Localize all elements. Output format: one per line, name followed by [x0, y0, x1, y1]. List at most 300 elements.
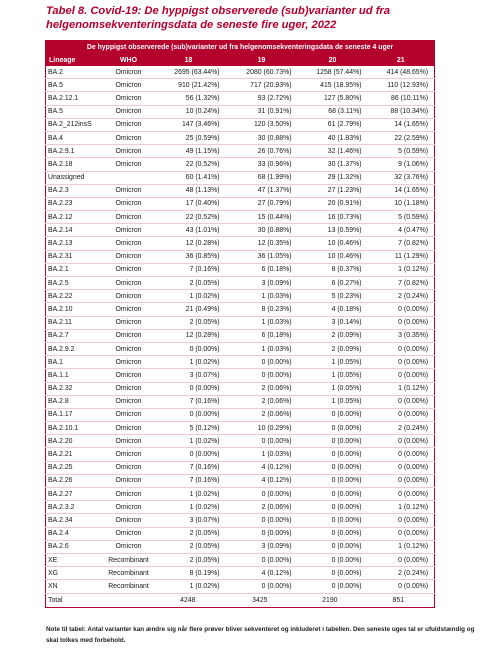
cell-who: Omicron — [106, 329, 152, 342]
cell-week-20: 0 (0.00%) — [298, 422, 368, 435]
cell-who: Omicron — [106, 197, 152, 210]
table-row — [46, 369, 435, 382]
cell-who: Omicron — [106, 158, 152, 171]
cell-who: Omicron — [106, 224, 152, 237]
cell-lineage: BA.2.3 — [46, 184, 106, 197]
cell-week-21: 0 (0.00%) — [368, 369, 435, 382]
cell-week-21: 86 (10.11%) — [368, 92, 435, 105]
cell-who — [106, 171, 152, 184]
cell-week-19: 4 (0.12%) — [226, 474, 298, 487]
cell-lineage: BA.5 — [46, 79, 106, 92]
cell-who: Omicron — [106, 461, 152, 474]
cell-week-20: 4 (0.18%) — [298, 303, 368, 316]
cell-who: Omicron — [106, 540, 152, 553]
cell-week-18: 2695 (63.44%) — [152, 66, 226, 79]
cell-week-19: 0 (0.00%) — [226, 580, 298, 593]
table-row — [46, 527, 435, 540]
cell-week-19: 2 (0.06%) — [226, 395, 298, 408]
total-week-18: 4248 — [152, 593, 226, 607]
cell-week-20: 0 (0.00%) — [298, 461, 368, 474]
table-row — [46, 237, 435, 250]
cell-week-18: 0 (0.00%) — [152, 448, 226, 461]
cell-week-21: 0 (0.00%) — [368, 553, 435, 566]
cell-week-19: 6 (0.18%) — [226, 263, 298, 276]
table-row — [46, 171, 435, 184]
table-note: Note til tabel: Antal varianter kan ændre sig når flere prøver bliver sekventeret og inkluderet i tabellen. Den seneste uges tal er ufuldstændig og skal tolkes med forbehold. — [46, 626, 475, 644]
cell-lineage: BA.2.31 — [46, 250, 106, 263]
cell-week-19: 0 (0.00%) — [226, 488, 298, 501]
cell-lineage: BA.2.5 — [46, 277, 106, 290]
cell-week-18: 8 (0.19%) — [152, 567, 226, 580]
cell-week-20: 6 (0.27%) — [298, 277, 368, 290]
cell-week-18: 60 (1.41%) — [152, 171, 226, 184]
cell-week-20: 1 (0.05%) — [298, 382, 368, 395]
header-week-20: 20 — [298, 54, 368, 66]
cell-week-18: 12 (0.28%) — [152, 329, 226, 342]
cell-lineage: BA.2.1 — [46, 263, 106, 276]
header-who: WHO — [106, 54, 152, 66]
cell-who: Omicron — [106, 356, 152, 369]
cell-week-20: 5 (0.23%) — [298, 290, 368, 303]
cell-week-18: 1 (0.02%) — [152, 501, 226, 514]
cell-week-19: 33 (0.96%) — [226, 158, 298, 171]
cell-week-19: 120 (3.50%) — [226, 118, 298, 131]
table-row — [46, 422, 435, 435]
cell-who: Omicron — [106, 277, 152, 290]
table-row — [46, 197, 435, 210]
cell-week-21: 10 (1.18%) — [368, 197, 435, 210]
cell-week-21: 22 (2.59%) — [368, 131, 435, 144]
table-title: Tabel 8. Covid-19: De hyppigst observerede (sub)varianter ud fra helgenomsekventeringsdata de seneste fire uger, 2022 — [46, 5, 390, 31]
table-row — [46, 158, 435, 171]
cell-lineage: BA.2.12 — [46, 211, 106, 224]
cell-who: Omicron — [106, 118, 152, 131]
cell-who: Omicron — [106, 435, 152, 448]
cell-who: Omicron — [106, 131, 152, 144]
cell-who: Omicron — [106, 448, 152, 461]
cell-lineage: BA.5 — [46, 105, 106, 118]
cell-who: Omicron — [106, 211, 152, 224]
cell-who: Omicron — [106, 514, 152, 527]
cell-lineage: BA.2.10 — [46, 303, 106, 316]
cell-week-19: 1 (0.03%) — [226, 342, 298, 355]
cell-week-18: 0 (0.00%) — [152, 408, 226, 421]
cell-week-20: 0 (0.00%) — [298, 408, 368, 421]
cell-lineage: BA.2.9.2 — [46, 342, 106, 355]
cell-week-18: 3 (0.07%) — [152, 514, 226, 527]
cell-week-20: 2 (0.09%) — [298, 329, 368, 342]
cell-who: Omicron — [106, 92, 152, 105]
cell-week-20: 1 (0.05%) — [298, 369, 368, 382]
cell-week-19: 2 (0.06%) — [226, 501, 298, 514]
cell-week-20: 13 (0.59%) — [298, 224, 368, 237]
cell-lineage: BA.2.4 — [46, 527, 106, 540]
cell-week-19: 0 (0.00%) — [226, 514, 298, 527]
cell-lineage: BA.2.32 — [46, 382, 106, 395]
cell-week-21: 0 (0.00%) — [368, 514, 435, 527]
cell-week-18: 0 (0.00%) — [152, 382, 226, 395]
cell-who: Omicron — [106, 501, 152, 514]
table-row — [46, 316, 435, 329]
cell-lineage: BA.1 — [46, 356, 106, 369]
cell-week-21: 1 (0.12%) — [368, 263, 435, 276]
cell-week-19: 0 (0.00%) — [226, 356, 298, 369]
cell-week-20: 3 (0.14%) — [298, 316, 368, 329]
cell-week-21: 0 (0.00%) — [368, 527, 435, 540]
cell-lineage: BA.2.13 — [46, 237, 106, 250]
cell-week-19: 30 (0.88%) — [226, 131, 298, 144]
cell-week-20: 0 (0.00%) — [298, 448, 368, 461]
cell-week-21: 0 (0.00%) — [368, 461, 435, 474]
cell-week-18: 10 (0.24%) — [152, 105, 226, 118]
cell-week-21: 1 (0.12%) — [368, 501, 435, 514]
cell-week-19: 4 (0.12%) — [226, 567, 298, 580]
cell-week-20: 27 (1.23%) — [298, 184, 368, 197]
cell-lineage: BA.2.18 — [46, 158, 106, 171]
cell-week-19: 1 (0.03%) — [226, 290, 298, 303]
cell-week-18: 2 (0.05%) — [152, 277, 226, 290]
cell-week-21: 0 (0.00%) — [368, 435, 435, 448]
cell-lineage: BA.1.1 — [46, 369, 106, 382]
cell-week-21: 0 (0.00%) — [368, 474, 435, 487]
cell-who: Omicron — [106, 250, 152, 263]
cell-week-20: 0 (0.00%) — [298, 553, 368, 566]
table-row — [46, 224, 435, 237]
cell-week-21: 0 (0.00%) — [368, 448, 435, 461]
total-week-21: 851 — [368, 593, 435, 607]
table-row — [46, 303, 435, 316]
table-row — [46, 540, 435, 553]
cell-week-19: 30 (0.88%) — [226, 224, 298, 237]
total-week-20: 2190 — [298, 593, 368, 607]
cell-week-21: 2 (0.24%) — [368, 422, 435, 435]
header-week-18: 18 — [152, 54, 226, 66]
cell-week-21: 3 (0.35%) — [368, 329, 435, 342]
cell-week-20: 0 (0.00%) — [298, 435, 368, 448]
table-row — [46, 79, 435, 92]
cell-week-20: 0 (0.00%) — [298, 474, 368, 487]
table-row — [46, 118, 435, 131]
cell-week-18: 17 (0.40%) — [152, 197, 226, 210]
cell-lineage: BA.2.7 — [46, 329, 106, 342]
cell-week-18: 7 (0.16%) — [152, 263, 226, 276]
table-row — [46, 105, 435, 118]
table-row — [46, 290, 435, 303]
cell-week-21: 0 (0.00%) — [368, 356, 435, 369]
table-row — [46, 263, 435, 276]
cell-week-20: 0 (0.00%) — [298, 488, 368, 501]
table-row — [46, 501, 435, 514]
cell-lineage: XE — [46, 553, 106, 566]
cell-who: Omicron — [106, 382, 152, 395]
cell-who: Recombinant — [106, 553, 152, 566]
cell-week-18: 910 (21.42%) — [152, 79, 226, 92]
cell-week-20: 10 (0.46%) — [298, 237, 368, 250]
cell-who: Omicron — [106, 105, 152, 118]
variants-table — [45, 40, 435, 608]
cell-week-20: 1 (0.05%) — [298, 395, 368, 408]
cell-lineage: BA.2.6 — [46, 540, 106, 553]
cell-week-20: 0 (0.00%) — [298, 527, 368, 540]
cell-week-21: 1 (0.12%) — [368, 540, 435, 553]
cell-week-21: 1 (0.12%) — [368, 382, 435, 395]
cell-week-18: 49 (1.15%) — [152, 145, 226, 158]
cell-who: Omicron — [106, 474, 152, 487]
cell-week-18: 1 (0.02%) — [152, 290, 226, 303]
cell-week-19: 0 (0.00%) — [226, 527, 298, 540]
cell-week-18: 1 (0.02%) — [152, 435, 226, 448]
cell-week-21: 0 (0.00%) — [368, 303, 435, 316]
table-row — [46, 448, 435, 461]
cell-week-18: 56 (1.32%) — [152, 92, 226, 105]
cell-lineage: BA.2.9.1 — [46, 145, 106, 158]
cell-lineage: Unassigned — [46, 171, 106, 184]
cell-week-18: 2 (0.05%) — [152, 540, 226, 553]
cell-week-18: 3 (0.07%) — [152, 369, 226, 382]
cell-week-21: 0 (0.00%) — [368, 408, 435, 421]
cell-week-19: 47 (1.37%) — [226, 184, 298, 197]
cell-who: Omicron — [106, 290, 152, 303]
cell-who: Omicron — [106, 66, 152, 79]
cell-week-19: 0 (0.00%) — [226, 369, 298, 382]
cell-lineage: BA.2.23 — [46, 197, 106, 210]
header-lineage: Lineage — [46, 54, 106, 66]
cell-week-21: 9 (1.06%) — [368, 158, 435, 171]
cell-who: Omicron — [106, 369, 152, 382]
table-row — [46, 580, 435, 593]
cell-who: Omicron — [106, 408, 152, 421]
cell-week-21: 2 (0.24%) — [368, 290, 435, 303]
table-caption-row — [46, 41, 435, 55]
cell-week-21: 4 (0.47%) — [368, 224, 435, 237]
table-row — [46, 488, 435, 501]
cell-week-18: 36 (0.85%) — [152, 250, 226, 263]
cell-week-18: 25 (0.59%) — [152, 131, 226, 144]
cell-lineage: BA.2.12.1 — [46, 92, 106, 105]
header-week-19: 19 — [226, 54, 298, 66]
table-row — [46, 145, 435, 158]
cell-week-18: 147 (3.46%) — [152, 118, 226, 131]
table-row — [46, 329, 435, 342]
table-body — [46, 66, 435, 593]
cell-week-20: 68 (3.11%) — [298, 105, 368, 118]
cell-week-20: 20 (0.91%) — [298, 197, 368, 210]
cell-week-19: 12 (0.35%) — [226, 237, 298, 250]
cell-week-19: 0 (0.00%) — [226, 435, 298, 448]
header-week-21: 21 — [368, 54, 435, 66]
cell-week-18: 7 (0.16%) — [152, 474, 226, 487]
cell-week-19: 93 (2.72%) — [226, 92, 298, 105]
table-header-row — [46, 54, 435, 66]
cell-lineage: BA.1.17 — [46, 408, 106, 421]
cell-lineage: BA.2.26 — [46, 474, 106, 487]
cell-week-18: 21 (0.49%) — [152, 303, 226, 316]
cell-week-18: 1 (0.02%) — [152, 356, 226, 369]
cell-week-20: 10 (0.46%) — [298, 250, 368, 263]
table-row — [46, 131, 435, 144]
cell-week-18: 7 (0.16%) — [152, 395, 226, 408]
cell-week-19: 8 (0.23%) — [226, 303, 298, 316]
cell-week-19: 36 (1.05%) — [226, 250, 298, 263]
cell-week-21: 414 (48.65%) — [368, 66, 435, 79]
cell-week-20: 415 (18.95%) — [298, 79, 368, 92]
cell-week-21: 14 (1.65%) — [368, 118, 435, 131]
table-row — [46, 567, 435, 580]
cell-week-19: 717 (20.93%) — [226, 79, 298, 92]
cell-lineage: BA.2_212insS — [46, 118, 106, 131]
cell-week-19: 3 (0.09%) — [226, 277, 298, 290]
cell-week-18: 43 (1.01%) — [152, 224, 226, 237]
cell-week-19: 2 (0.06%) — [226, 382, 298, 395]
cell-week-19: 26 (0.76%) — [226, 145, 298, 158]
cell-week-18: 2 (0.05%) — [152, 527, 226, 540]
cell-week-19: 1 (0.03%) — [226, 448, 298, 461]
cell-lineage: BA.2.10.1 — [46, 422, 106, 435]
cell-lineage: BA.2.11 — [46, 316, 106, 329]
table-row — [46, 435, 435, 448]
cell-week-18: 2 (0.05%) — [152, 316, 226, 329]
cell-week-20: 29 (1.32%) — [298, 171, 368, 184]
cell-week-20: 61 (2.79%) — [298, 118, 368, 131]
cell-week-19: 2 (0.06%) — [226, 408, 298, 421]
cell-week-18: 12 (0.28%) — [152, 237, 226, 250]
cell-who: Omicron — [106, 342, 152, 355]
cell-week-21: 7 (0.82%) — [368, 237, 435, 250]
cell-who: Omicron — [106, 488, 152, 501]
table-row — [46, 408, 435, 421]
cell-week-19: 0 (0.00%) — [226, 553, 298, 566]
cell-week-19: 2080 (60.73%) — [226, 66, 298, 79]
table-row — [46, 277, 435, 290]
cell-lineage: BA.2.3.2 — [46, 501, 106, 514]
cell-who: Omicron — [106, 316, 152, 329]
cell-week-18: 22 (0.52%) — [152, 211, 226, 224]
table-row — [46, 382, 435, 395]
cell-who: Omicron — [106, 303, 152, 316]
cell-week-20: 1 (0.05%) — [298, 356, 368, 369]
cell-week-21: 32 (3.76%) — [368, 171, 435, 184]
table-row — [46, 92, 435, 105]
cell-lineage: BA.2.27 — [46, 488, 106, 501]
total-label: Total — [46, 593, 106, 607]
cell-week-20: 0 (0.00%) — [298, 501, 368, 514]
cell-week-18: 1 (0.02%) — [152, 488, 226, 501]
cell-week-19: 68 (1.99%) — [226, 171, 298, 184]
cell-week-18: 2 (0.05%) — [152, 553, 226, 566]
cell-week-18: 0 (0.00%) — [152, 342, 226, 355]
table-row — [46, 342, 435, 355]
cell-who: Recombinant — [106, 580, 152, 593]
cell-week-21: 11 (1.29%) — [368, 250, 435, 263]
cell-week-20: 30 (1.37%) — [298, 158, 368, 171]
table-row — [46, 66, 435, 79]
cell-week-20: 32 (1.46%) — [298, 145, 368, 158]
cell-who: Omicron — [106, 184, 152, 197]
table-row — [46, 250, 435, 263]
cell-week-19: 6 (0.18%) — [226, 329, 298, 342]
table-caption: De hyppigst observerede (sub)varianter ud fra helgenomsekventeringsdata de seneste 4 uger — [46, 41, 435, 55]
cell-week-20: 2 (0.09%) — [298, 342, 368, 355]
cell-who: Omicron — [106, 237, 152, 250]
cell-week-20: 16 (0.73%) — [298, 211, 368, 224]
cell-week-21: 5 (0.59%) — [368, 211, 435, 224]
cell-week-21: 0 (0.00%) — [368, 488, 435, 501]
cell-lineage: BA.4 — [46, 131, 106, 144]
cell-who: Omicron — [106, 422, 152, 435]
cell-week-19: 1 (0.03%) — [226, 316, 298, 329]
cell-who: Omicron — [106, 145, 152, 158]
table-row — [46, 184, 435, 197]
cell-week-20: 0 (0.00%) — [298, 540, 368, 553]
cell-week-20: 1258 (57.44%) — [298, 66, 368, 79]
cell-week-18: 1 (0.02%) — [152, 580, 226, 593]
cell-week-20: 8 (0.37%) — [298, 263, 368, 276]
cell-week-21: 0 (0.00%) — [368, 342, 435, 355]
cell-lineage: BA.2.22 — [46, 290, 106, 303]
cell-week-19: 10 (0.29%) — [226, 422, 298, 435]
cell-week-20: 0 (0.00%) — [298, 567, 368, 580]
cell-lineage: BA.2.21 — [46, 448, 106, 461]
table-row — [46, 211, 435, 224]
cell-week-19: 3 (0.09%) — [226, 540, 298, 553]
cell-week-20: 40 (1.83%) — [298, 131, 368, 144]
table-row — [46, 553, 435, 566]
cell-week-19: 15 (0.44%) — [226, 211, 298, 224]
cell-who: Omicron — [106, 79, 152, 92]
cell-week-21: 7 (0.82%) — [368, 277, 435, 290]
cell-week-18: 7 (0.16%) — [152, 461, 226, 474]
cell-week-20: 127 (5.80%) — [298, 92, 368, 105]
cell-week-19: 27 (0.79%) — [226, 197, 298, 210]
cell-lineage: BA.2.20 — [46, 435, 106, 448]
table-row — [46, 356, 435, 369]
table-row — [46, 514, 435, 527]
cell-week-21: 110 (12.93%) — [368, 79, 435, 92]
cell-week-20: 0 (0.00%) — [298, 514, 368, 527]
cell-week-21: 88 (10.34%) — [368, 105, 435, 118]
cell-lineage: BA.2.8 — [46, 395, 106, 408]
cell-week-21: 0 (0.00%) — [368, 316, 435, 329]
cell-week-21: 0 (0.00%) — [368, 580, 435, 593]
cell-who: Omicron — [106, 395, 152, 408]
table-row — [46, 395, 435, 408]
cell-who: Omicron — [106, 263, 152, 276]
total-week-19: 3425 — [226, 593, 298, 607]
cell-week-18: 22 (0.52%) — [152, 158, 226, 171]
cell-lineage: XN — [46, 580, 106, 593]
cell-week-21: 14 (1.65%) — [368, 184, 435, 197]
table-row — [46, 461, 435, 474]
cell-lineage: BA.2.14 — [46, 224, 106, 237]
cell-week-19: 31 (0.91%) — [226, 105, 298, 118]
cell-lineage: BA.2 — [46, 66, 106, 79]
cell-week-21: 2 (0.24%) — [368, 567, 435, 580]
table-row — [46, 474, 435, 487]
cell-week-19: 4 (0.12%) — [226, 461, 298, 474]
cell-lineage: XG — [46, 567, 106, 580]
cell-lineage: BA.2.25 — [46, 461, 106, 474]
cell-week-21: 5 (0.59%) — [368, 145, 435, 158]
cell-week-21: 0 (0.00%) — [368, 395, 435, 408]
cell-week-18: 5 (0.12%) — [152, 422, 226, 435]
cell-lineage: BA.2.34 — [46, 514, 106, 527]
cell-who: Omicron — [106, 527, 152, 540]
cell-week-20: 0 (0.00%) — [298, 580, 368, 593]
total-who — [106, 593, 152, 607]
cell-who: Recombinant — [106, 567, 152, 580]
cell-week-18: 48 (1.13%) — [152, 184, 226, 197]
total-row — [46, 593, 435, 607]
